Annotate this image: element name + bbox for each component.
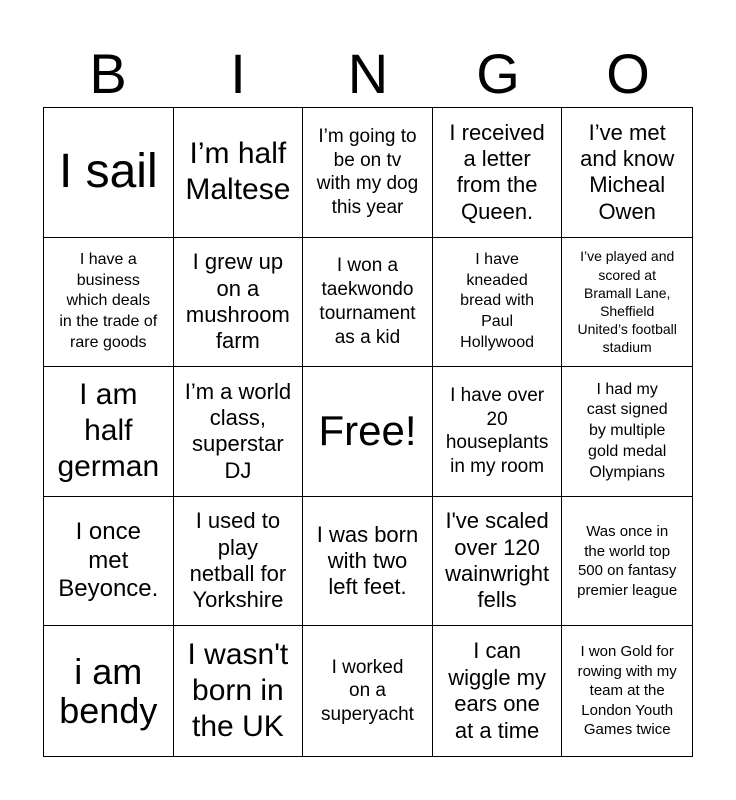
bingo-cell[interactable] <box>562 367 692 497</box>
bingo-cell[interactable] <box>562 238 692 368</box>
bingo-cell[interactable] <box>303 108 433 238</box>
bingo-cell[interactable] <box>303 626 433 756</box>
bingo-cell[interactable] <box>433 626 563 756</box>
bingo-cell[interactable] <box>44 626 174 756</box>
header-letter-b: B <box>89 42 127 105</box>
cell-text: I wasn't born in the UK <box>187 638 289 744</box>
cell-text: I grew up on a mushroom farm <box>185 249 290 354</box>
cell-text: I’m half Maltese <box>185 137 291 207</box>
bingo-cell[interactable] <box>303 497 433 627</box>
bingo-cell[interactable] <box>44 367 174 497</box>
cell-text: I have kneaded bread with Paul Hollywood <box>460 250 534 352</box>
bingo-cell[interactable] <box>433 367 563 497</box>
header-letter-o: O <box>606 42 650 105</box>
bingo-cell[interactable] <box>433 108 563 238</box>
cell-text: I was born with two left feet. <box>316 521 419 600</box>
cell-text: I have over 20 houseplants in my room <box>445 384 549 478</box>
cell-text: I have a business which deals in the trade of rare goods <box>59 250 158 352</box>
bingo-cell-free[interactable] <box>303 367 433 497</box>
cell-text: I can wiggle my ears one at a time <box>448 638 546 743</box>
bingo-cell[interactable] <box>174 238 304 368</box>
cell-text: I received a letter from the Queen. <box>449 119 545 224</box>
bingo-cell[interactable] <box>174 108 304 238</box>
header-letter-g: G <box>476 42 520 105</box>
bingo-cell[interactable] <box>174 367 304 497</box>
cell-text: i am bendy <box>59 650 158 732</box>
cell-text: I’m a world class, superstar DJ <box>184 378 292 483</box>
cell-text: I’m going to be on tv with my dog this year <box>316 125 419 219</box>
bingo-grid <box>43 107 693 757</box>
bingo-cell[interactable] <box>562 108 692 238</box>
cell-text: I used to play netball for Yorkshire <box>189 508 287 613</box>
cell-text: Was once in the world top 500 on fantasy premier league <box>577 523 678 599</box>
bingo-cell[interactable] <box>174 626 304 756</box>
bingo-cell[interactable] <box>303 238 433 368</box>
bingo-cell[interactable] <box>44 108 174 238</box>
cell-text: I am half german <box>57 378 160 484</box>
bingo-cell[interactable] <box>562 626 692 756</box>
bingo-cell[interactable] <box>433 238 563 368</box>
bingo-cell[interactable] <box>174 497 304 627</box>
bingo-cell[interactable] <box>433 497 563 627</box>
header-letter-i: I <box>230 42 246 105</box>
cell-text: I won Gold for rowing with my team at the London Youth Games twice <box>577 643 677 739</box>
bingo-cell[interactable] <box>562 497 692 627</box>
cell-text: I’ve met and know Micheal Owen <box>580 119 675 224</box>
cell-text: I worked on a superyacht <box>321 656 414 726</box>
header-letter-n: N <box>347 42 389 105</box>
bingo-cell[interactable] <box>44 238 174 368</box>
free-space-text: Free! <box>318 407 417 455</box>
cell-text: I once met Beyonce. <box>58 517 159 603</box>
cell-text: I had my cast signed by multiple gold medal Olympians <box>586 380 668 481</box>
cell-text: I’ve played and scored at Bramall Lane, Sheffield United’s football stadium <box>577 248 677 356</box>
bingo-cell[interactable] <box>44 497 174 627</box>
cell-text: I sail <box>58 145 158 199</box>
cell-text: I won a taekwondo tournament as a kid <box>319 255 416 348</box>
bingo-header <box>43 40 693 108</box>
cell-text: I've scaled over 120 wainwright fells <box>445 508 550 613</box>
